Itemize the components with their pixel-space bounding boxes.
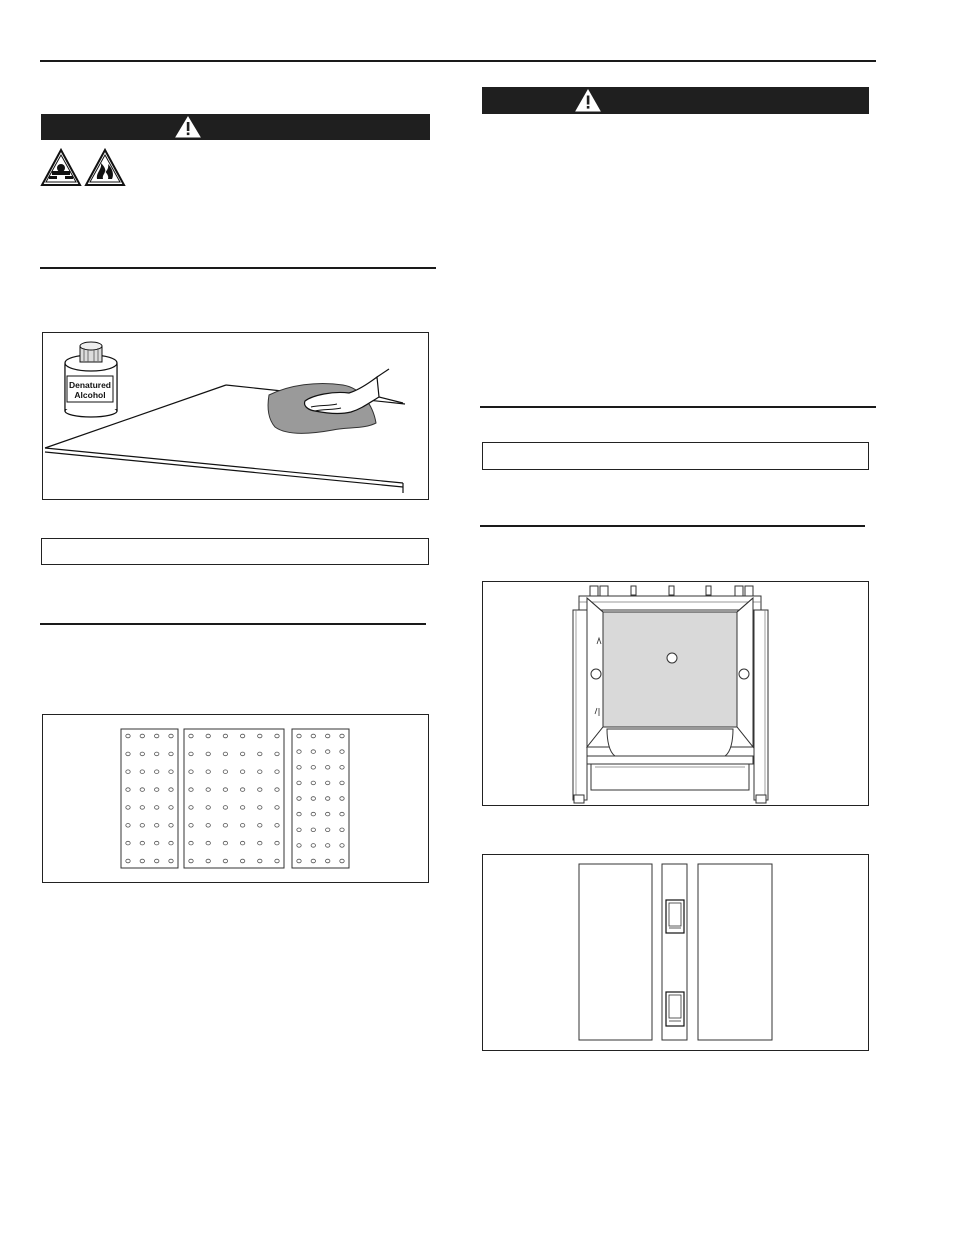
peg-hole <box>326 781 330 785</box>
peg-hole <box>326 844 330 848</box>
peg-hole <box>189 752 193 756</box>
peg-hole <box>140 824 144 828</box>
section-rule-left-2 <box>40 623 426 625</box>
peg-hole <box>140 734 144 738</box>
peg-hole <box>206 734 210 738</box>
peg-hole <box>297 812 301 816</box>
peg-hole <box>206 752 210 756</box>
side-wall-panel-right <box>698 864 772 1040</box>
flammable-icon <box>84 148 126 188</box>
section-rule-left-1 <box>40 267 436 269</box>
note-box-left <box>41 538 429 565</box>
pegboard-panel-left <box>121 729 178 868</box>
warning-bar-right <box>482 87 869 114</box>
peg-hole <box>189 859 193 863</box>
peg-hole <box>240 752 244 756</box>
peg-hole <box>311 734 315 738</box>
peg-hole <box>311 781 315 785</box>
peg-hole <box>169 841 173 845</box>
peg-hole <box>297 734 301 738</box>
peg-hole <box>206 841 210 845</box>
peg-hole <box>223 788 227 792</box>
figure-clean-surface <box>42 332 429 500</box>
peg-hole <box>297 828 301 832</box>
peg-hole <box>340 781 344 785</box>
section-rule-right-1 <box>480 406 876 408</box>
back-wall-panel <box>603 612 737 727</box>
peg-hole <box>240 859 244 863</box>
peg-hole <box>189 788 193 792</box>
peg-hole <box>223 824 227 828</box>
side-wall-panel-left <box>579 864 652 1040</box>
peg-hole <box>126 788 130 792</box>
peg-hole <box>155 788 159 792</box>
peg-hole <box>206 770 210 774</box>
peg-hole <box>240 734 244 738</box>
peg-hole <box>140 752 144 756</box>
peg-hole <box>326 797 330 801</box>
peg-hole <box>275 824 279 828</box>
peg-hole <box>258 770 262 774</box>
peg-hole <box>340 750 344 754</box>
peg-hole <box>340 844 344 848</box>
peg-hole <box>275 752 279 756</box>
peg-hole <box>126 806 130 810</box>
peg-hole <box>297 859 301 863</box>
peg-hole <box>155 770 159 774</box>
peg-hole <box>326 859 330 863</box>
peg-hole <box>140 770 144 774</box>
peg-hole <box>189 841 193 845</box>
peg-hole <box>140 788 144 792</box>
peg-hole <box>189 806 193 810</box>
product-label-line1: Denatured <box>68 380 112 390</box>
peg-hole <box>140 859 144 863</box>
peg-hole <box>275 841 279 845</box>
peg-hole <box>126 734 130 738</box>
peg-hole <box>275 806 279 810</box>
figure-bathtub-alcove <box>482 581 869 806</box>
section-rule-right-2 <box>480 525 865 527</box>
peg-hole <box>169 752 173 756</box>
peg-hole <box>311 812 315 816</box>
note-box-right <box>482 442 869 470</box>
peg-hole <box>258 788 262 792</box>
peg-hole <box>311 828 315 832</box>
peg-hole <box>189 824 193 828</box>
peg-hole <box>258 806 262 810</box>
peg-hole <box>326 828 330 832</box>
peg-hole <box>240 841 244 845</box>
peg-hole <box>126 824 130 828</box>
peg-hole <box>155 734 159 738</box>
peg-hole <box>275 734 279 738</box>
peg-hole <box>258 859 262 863</box>
peg-hole <box>258 824 262 828</box>
warning-bar-left <box>41 114 430 140</box>
peg-hole <box>206 859 210 863</box>
peg-hole <box>311 750 315 754</box>
peg-hole <box>297 781 301 785</box>
peg-hole <box>140 841 144 845</box>
peg-hole <box>169 806 173 810</box>
peg-hole <box>206 806 210 810</box>
peg-hole <box>169 859 173 863</box>
peg-hole <box>311 859 315 863</box>
peg-hole <box>340 734 344 738</box>
peg-hole <box>189 770 193 774</box>
peg-hole <box>240 824 244 828</box>
peg-hole <box>297 750 301 754</box>
peg-hole <box>223 770 227 774</box>
peg-hole <box>223 806 227 810</box>
peg-hole <box>169 770 173 774</box>
peg-hole <box>155 824 159 828</box>
product-label-line2: Alcohol <box>74 390 106 400</box>
peg-hole <box>275 859 279 863</box>
peg-hole <box>297 844 301 848</box>
peg-hole <box>326 766 330 770</box>
warning-triangle-icon <box>482 87 869 114</box>
peg-hole <box>326 812 330 816</box>
peg-hole <box>155 841 159 845</box>
peg-hole <box>240 788 244 792</box>
peg-hole <box>223 734 227 738</box>
peg-hole <box>275 788 279 792</box>
peg-hole <box>126 859 130 863</box>
peg-hole <box>340 828 344 832</box>
peg-hole <box>258 734 262 738</box>
peg-hole <box>297 797 301 801</box>
peg-hole <box>169 788 173 792</box>
peg-hole <box>311 766 315 770</box>
header-rule <box>40 60 876 62</box>
peg-hole <box>275 770 279 774</box>
peg-hole <box>297 766 301 770</box>
peg-hole <box>126 770 130 774</box>
peg-hole <box>258 752 262 756</box>
peg-hole <box>126 752 130 756</box>
peg-hole <box>340 812 344 816</box>
peg-hole <box>240 770 244 774</box>
pegboard-drawing <box>43 715 430 884</box>
peg-hole <box>311 797 315 801</box>
peg-hole <box>340 859 344 863</box>
peg-hole <box>155 806 159 810</box>
peg-hole <box>189 734 193 738</box>
peg-hole <box>169 824 173 828</box>
peg-hole <box>340 766 344 770</box>
peg-hole <box>126 841 130 845</box>
peg-hole <box>155 859 159 863</box>
pegboard-panel-center <box>184 729 284 868</box>
peg-hole <box>326 750 330 754</box>
peg-hole <box>326 734 330 738</box>
peg-hole <box>206 824 210 828</box>
figure-wall-panel-layout <box>482 854 869 1051</box>
eye-protection-icon <box>40 148 82 188</box>
peg-hole <box>223 752 227 756</box>
peg-hole <box>155 752 159 756</box>
peg-hole <box>311 844 315 848</box>
peg-hole <box>223 859 227 863</box>
peg-hole <box>258 841 262 845</box>
figure-pegboard-panels <box>42 714 429 883</box>
peg-hole <box>223 841 227 845</box>
peg-hole <box>340 797 344 801</box>
peg-hole <box>140 806 144 810</box>
warning-triangle-icon <box>41 114 430 140</box>
peg-hole <box>169 734 173 738</box>
peg-hole <box>240 806 244 810</box>
peg-hole <box>206 788 210 792</box>
